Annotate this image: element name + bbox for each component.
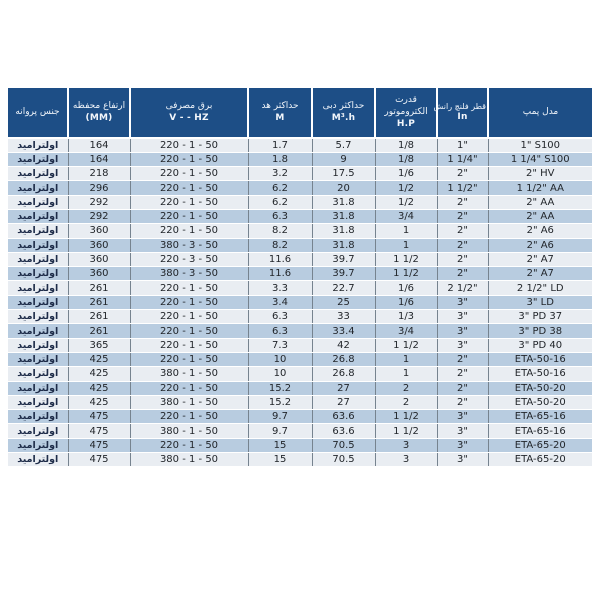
cell-pump_model: 1 1/2" AA [488,181,592,195]
cell-discharge_flange_in: 3" [437,338,488,352]
cell-chamber_height_mm: 164 [68,138,130,152]
cell-chamber_height_mm: 164 [68,152,130,166]
cell-discharge_flange_in: 2" [437,167,488,181]
table-row [8,209,592,223]
cell-impeller_material: اولترامید [8,295,68,309]
cell-pump_model: ETA-65-20 [488,453,592,467]
cell-discharge_flange_in: 3" [437,410,488,424]
cell-impeller_material: اولترامید [8,352,68,366]
cell-motor_power_hp: 1 1/2 [375,410,437,424]
table-row [8,381,592,395]
header-unit: In [457,112,468,123]
cell-pump_model: ETA-50-16 [488,367,592,381]
cell-power_supply: 220 - 1 - 50 [130,352,248,366]
cell-max_head_m: 3.4 [248,295,312,309]
cell-chamber_height_mm: 475 [68,438,130,452]
cell-impeller_material: اولترامید [8,381,68,395]
table-row [8,410,592,424]
cell-motor_power_hp: 1 1/2 [375,338,437,352]
cell-chamber_height_mm: 261 [68,324,130,338]
cell-discharge_flange_in: 2" [437,209,488,223]
cell-pump_model: 3" PD 40 [488,338,592,352]
cell-max_head_m: 11.6 [248,267,312,281]
header-unit: H.P [396,118,416,129]
table-row [8,238,592,252]
cell-max_head_m: 10 [248,352,312,366]
cell-chamber_height_mm: 425 [68,367,130,381]
cell-max_flow_m3h: 42 [312,338,375,352]
cell-motor_power_hp: 1 1/2 [375,424,437,438]
cell-discharge_flange_in: 2" [437,367,488,381]
cell-chamber_height_mm: 296 [68,181,130,195]
cell-power_supply: 220 - 1 - 50 [130,209,248,223]
cell-chamber_height_mm: 218 [68,167,130,181]
cell-pump_model: 1" S100 [488,138,592,152]
header-label: حداکثر دبی [322,101,365,112]
cell-chamber_height_mm: 425 [68,395,130,409]
cell-max_head_m: 10 [248,367,312,381]
table-row [8,295,592,309]
table-row [8,424,592,438]
cell-chamber_height_mm: 360 [68,224,130,238]
cell-pump_model: 3" PD 38 [488,324,592,338]
header-label: قدرت الکتروموتور [384,95,428,117]
cell-max_head_m: 1.8 [248,152,312,166]
cell-power_supply: 220 - 1 - 50 [130,281,248,295]
cell-chamber_height_mm: 425 [68,381,130,395]
header-max-flow [312,88,375,138]
cell-motor_power_hp: 1/3 [375,310,437,324]
cell-impeller_material: اولترامید [8,267,68,281]
cell-impeller_material: اولترامید [8,367,68,381]
cell-pump_model: 2" A7 [488,267,592,281]
cell-max_head_m: 3.3 [248,281,312,295]
header-label: مدل پمپ [522,106,559,117]
cell-chamber_height_mm: 365 [68,338,130,352]
cell-power_supply: 380 - 1 - 50 [130,395,248,409]
cell-power_supply: 220 - 1 - 50 [130,310,248,324]
cell-max_flow_m3h: 25 [312,295,375,309]
cell-discharge_flange_in: 2" [437,252,488,266]
cell-discharge_flange_in: 2" [437,224,488,238]
cell-power_supply: 380 - 3 - 50 [130,267,248,281]
cell-max_flow_m3h: 20 [312,181,375,195]
cell-discharge_flange_in: 2 1/2" [437,281,488,295]
cell-chamber_height_mm: 292 [68,209,130,223]
cell-power_supply: 220 - 1 - 50 [130,410,248,424]
header-unit: M [275,112,285,123]
cell-motor_power_hp: 1/6 [375,295,437,309]
cell-impeller_material: اولترامید [8,410,68,424]
cell-max_head_m: 6.2 [248,181,312,195]
cell-max_head_m: 15 [248,453,312,467]
cell-power_supply: 380 - 1 - 50 [130,367,248,381]
cell-motor_power_hp: 1 [375,224,437,238]
cell-motor_power_hp: 1/2 [375,181,437,195]
cell-motor_power_hp: 2 [375,381,437,395]
cell-pump_model: 2 1/2" LD [488,281,592,295]
cell-max_flow_m3h: 22.7 [312,281,375,295]
cell-max_head_m: 15.2 [248,381,312,395]
header-pump-model [488,88,592,138]
cell-discharge_flange_in: 3" [437,438,488,452]
cell-max_head_m: 9.7 [248,410,312,424]
cell-power_supply: 380 - 1 - 50 [130,453,248,467]
cell-max_head_m: 11.6 [248,252,312,266]
table-row [8,438,592,452]
cell-chamber_height_mm: 360 [68,238,130,252]
header-max-head [248,88,312,138]
cell-max_head_m: 15.2 [248,395,312,409]
table-body [8,138,592,467]
table-row [8,352,592,366]
cell-pump_model: 2" A7 [488,252,592,266]
cell-max_head_m: 6.2 [248,195,312,209]
cell-motor_power_hp: 2 [375,395,437,409]
cell-motor_power_hp: 3/4 [375,324,437,338]
cell-pump_model: 3" LD [488,295,592,309]
cell-power_supply: 220 - 1 - 50 [130,167,248,181]
cell-max_flow_m3h: 39.7 [312,267,375,281]
cell-impeller_material: اولترامید [8,181,68,195]
cell-impeller_material: اولترامید [8,324,68,338]
cell-motor_power_hp: 1/8 [375,152,437,166]
pump-spec-table [8,88,592,467]
cell-max_head_m: 6.3 [248,209,312,223]
cell-discharge_flange_in: 3" [437,453,488,467]
cell-discharge_flange_in: 2" [437,195,488,209]
cell-max_head_m: 3.2 [248,167,312,181]
cell-impeller_material: اولترامید [8,238,68,252]
cell-max_flow_m3h: 26.8 [312,352,375,366]
cell-discharge_flange_in: 2" [437,238,488,252]
cell-power_supply: 380 - 1 - 50 [130,424,248,438]
cell-pump_model: ETA-65-20 [488,438,592,452]
cell-max_flow_m3h: 63.6 [312,424,375,438]
cell-max_head_m: 9.7 [248,424,312,438]
cell-discharge_flange_in: 3" [437,310,488,324]
cell-power_supply: 220 - 1 - 50 [130,381,248,395]
cell-max_flow_m3h: 33.4 [312,324,375,338]
cell-impeller_material: اولترامید [8,152,68,166]
cell-discharge_flange_in: 2" [437,395,488,409]
cell-pump_model: 2" AA [488,195,592,209]
cell-impeller_material: اولترامید [8,424,68,438]
cell-impeller_material: اولترامید [8,310,68,324]
cell-max_flow_m3h: 17.5 [312,167,375,181]
cell-pump_model: ETA-50-16 [488,352,592,366]
table-row [8,181,592,195]
cell-impeller_material: اولترامید [8,138,68,152]
cell-max_head_m: 6.3 [248,324,312,338]
cell-chamber_height_mm: 360 [68,252,130,266]
header-discharge-flange [433,88,488,138]
cell-motor_power_hp: 3/4 [375,209,437,223]
table-row [8,338,592,352]
table-row [8,310,592,324]
cell-max_head_m: 7.3 [248,338,312,352]
header-label: حداکثر هد [261,101,299,112]
header-row [8,88,592,138]
table-row [8,252,592,266]
table-row [8,152,592,166]
cell-chamber_height_mm: 261 [68,281,130,295]
table-row [8,224,592,238]
cell-motor_power_hp: 1 [375,238,437,252]
cell-discharge_flange_in: 3" [437,295,488,309]
cell-discharge_flange_in: 1" [437,138,488,152]
header-unit: (MM) [85,112,113,123]
header-label: جنس پروانه [15,106,60,117]
cell-pump_model: ETA-65-16 [488,410,592,424]
cell-impeller_material: اولترامید [8,209,68,223]
cell-impeller_material: اولترامید [8,252,68,266]
header-label: ارتفاع محفظه [72,101,126,112]
cell-chamber_height_mm: 475 [68,424,130,438]
table-row [8,195,592,209]
cell-max_flow_m3h: 33 [312,310,375,324]
cell-pump_model: 2" A6 [488,224,592,238]
cell-max_flow_m3h: 70.5 [312,453,375,467]
table-row [8,395,592,409]
cell-motor_power_hp: 3 [375,453,437,467]
cell-max_flow_m3h: 27 [312,381,375,395]
cell-impeller_material: اولترامید [8,167,68,181]
table-row [8,324,592,338]
cell-motor_power_hp: 1/6 [375,281,437,295]
cell-max_head_m: 6.3 [248,310,312,324]
cell-motor_power_hp: 1/2 [375,195,437,209]
cell-chamber_height_mm: 475 [68,453,130,467]
cell-motor_power_hp: 3 [375,438,437,452]
cell-max_flow_m3h: 31.8 [312,209,375,223]
cell-discharge_flange_in: 2" [437,381,488,395]
cell-power_supply: 220 - 1 - 50 [130,295,248,309]
cell-impeller_material: اولترامید [8,281,68,295]
cell-motor_power_hp: 1 [375,367,437,381]
cell-discharge_flange_in: 1 1/4" [437,152,488,166]
cell-pump_model: ETA-65-16 [488,424,592,438]
spec-table [8,88,592,467]
table-row [8,138,592,152]
cell-discharge_flange_in: 3" [437,324,488,338]
cell-power_supply: 220 - 1 - 50 [130,438,248,452]
cell-pump_model: 1 1/4" S100 [488,152,592,166]
cell-max_flow_m3h: 26.8 [312,367,375,381]
cell-pump_model: 2" A6 [488,238,592,252]
header-unit: V - - HZ [169,112,209,123]
cell-power_supply: 380 - 3 - 50 [130,238,248,252]
table-row [8,367,592,381]
cell-max_head_m: 15 [248,438,312,452]
cell-discharge_flange_in: 3" [437,424,488,438]
cell-power_supply: 220 - 1 - 50 [130,138,248,152]
cell-impeller_material: اولترامید [8,224,68,238]
cell-chamber_height_mm: 261 [68,295,130,309]
table-row [8,281,592,295]
header-unit: M³.h [331,112,356,123]
table-row [8,167,592,181]
cell-max_flow_m3h: 27 [312,395,375,409]
cell-impeller_material: اولترامید [8,395,68,409]
cell-pump_model: ETA-50-20 [488,395,592,409]
cell-chamber_height_mm: 475 [68,410,130,424]
cell-discharge_flange_in: 2" [437,267,488,281]
header-label: قطر فلنچ رانش [433,101,486,111]
cell-discharge_flange_in: 2" [437,352,488,366]
cell-max_head_m: 1.7 [248,138,312,152]
cell-impeller_material: اولترامید [8,438,68,452]
cell-impeller_material: اولترامید [8,453,68,467]
cell-discharge_flange_in: 1 1/2" [437,181,488,195]
cell-motor_power_hp: 1 [375,352,437,366]
cell-power_supply: 220 - 1 - 50 [130,338,248,352]
table-row [8,453,592,467]
cell-power_supply: 220 - 1 - 50 [130,181,248,195]
cell-pump_model: ETA-50-20 [488,381,592,395]
cell-max_flow_m3h: 70.5 [312,438,375,452]
header-chamber-height [68,88,130,138]
cell-max_flow_m3h: 31.8 [312,195,375,209]
cell-power_supply: 220 - 1 - 50 [130,224,248,238]
cell-max_flow_m3h: 31.8 [312,238,375,252]
cell-power_supply: 220 - 3 - 50 [130,252,248,266]
cell-chamber_height_mm: 292 [68,195,130,209]
cell-impeller_material: اولترامید [8,195,68,209]
cell-power_supply: 220 - 1 - 50 [130,195,248,209]
cell-power_supply: 220 - 1 - 50 [130,324,248,338]
header-motor-power [375,88,437,138]
cell-motor_power_hp: 1/6 [375,167,437,181]
cell-pump_model: 2" HV [488,167,592,181]
cell-motor_power_hp: 1 1/2 [375,267,437,281]
cell-pump_model: 2" AA [488,209,592,223]
header-label: برق مصرفی [165,101,213,112]
cell-motor_power_hp: 1 1/2 [375,252,437,266]
cell-power_supply: 220 - 1 - 50 [130,152,248,166]
cell-max_head_m: 8.2 [248,224,312,238]
cell-motor_power_hp: 1/8 [375,138,437,152]
cell-pump_model: 3" PD 37 [488,310,592,324]
cell-impeller_material: اولترامید [8,338,68,352]
cell-max_flow_m3h: 39.7 [312,252,375,266]
cell-chamber_height_mm: 360 [68,267,130,281]
cell-max_flow_m3h: 31.8 [312,224,375,238]
table-header [8,88,592,138]
cell-max_head_m: 8.2 [248,238,312,252]
cell-max_flow_m3h: 9 [312,152,375,166]
cell-chamber_height_mm: 261 [68,310,130,324]
cell-chamber_height_mm: 425 [68,352,130,366]
header-impeller-material [8,88,68,138]
cell-max_flow_m3h: 63.6 [312,410,375,424]
cell-max_flow_m3h: 5.7 [312,138,375,152]
header-power-supply [130,88,248,138]
table-row [8,267,592,281]
